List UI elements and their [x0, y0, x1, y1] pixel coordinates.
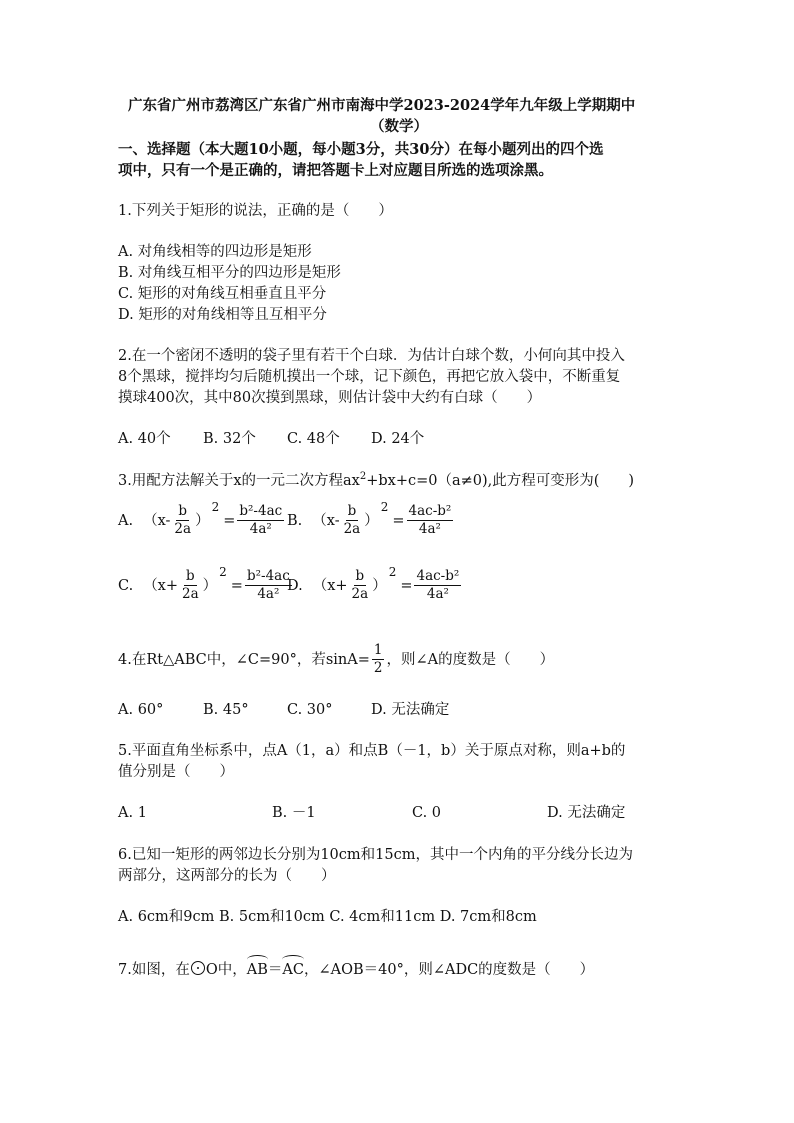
question-2-option-b: B. 32个 [203, 431, 256, 447]
numerator: 4ac-b² [408, 503, 452, 519]
option-label: C. [118, 577, 134, 594]
question-3-option-c [118, 564, 294, 603]
question-7-stem-before: 7.如图，在 [118, 962, 190, 978]
paren-close: ） [372, 577, 387, 594]
paren-close: ） [195, 512, 210, 529]
question-1-option-c: C. 矩形的对角线互相垂直且平分 [118, 286, 327, 302]
square-exponent: 2 [380, 499, 389, 514]
question-5-option-b: B. －1 [272, 805, 316, 821]
question-4-stem [118, 642, 554, 677]
option-label: A. [118, 512, 134, 529]
question-4-option-a: A. 60° [118, 702, 164, 718]
fraction-b-over-2a [350, 568, 371, 603]
denominator: 4a² [249, 521, 272, 537]
question-4-option-d: D. 无法确定 [371, 702, 450, 718]
question-3-option-b [287, 499, 455, 538]
paren-open: （x- [312, 512, 340, 529]
numerator: b [355, 568, 365, 584]
fraction-b-over-2a [342, 503, 363, 538]
question-3-stem [118, 471, 634, 491]
numerator: b²-4ac [239, 503, 283, 519]
question-3-exponent: 2 [359, 471, 367, 483]
numerator: b [178, 503, 188, 519]
question-2-option-d: D. 24个 [371, 431, 425, 447]
question-1-option-a: A. 对角线相等的四边形是矩形 [118, 244, 312, 260]
section-instructions-line2: 项中，只有一个是正确的，请把答题卡上对应题目所选的选项涂黑。 [118, 162, 553, 179]
square-exponent: 2 [219, 564, 227, 579]
paren-close: ） [202, 577, 218, 594]
paren-open: （x+ [312, 577, 348, 594]
square-exponent: 2 [211, 499, 220, 514]
question-2-option-c: C. 48个 [287, 431, 340, 447]
page-title: 广东省广州市荔湾区广东省广州市南海中学2023-2024学年九年级上学期期中 [128, 97, 636, 114]
paren-open: （x+ [143, 577, 179, 594]
denominator: 4a² [257, 586, 280, 602]
question-5-stem-line2: 值分别是（ ） [118, 764, 234, 780]
question-3-option-d [287, 564, 463, 603]
fraction-rhs [237, 503, 284, 538]
question-1-stem: 1.下列关于矩形的说法，正确的是（ ） [118, 203, 393, 219]
paren-close: ） [364, 512, 379, 529]
square-exponent: 2 [388, 564, 397, 579]
fraction-rhs [414, 568, 461, 603]
equals: = [400, 577, 413, 594]
question-2-option-a: A. 40个 [118, 431, 171, 447]
question-7-stem-after: ，∠AOB＝40°，则∠ADC的度数是（ ） [303, 962, 595, 978]
fraction-one-half [372, 642, 385, 677]
numerator: 1 [373, 642, 383, 658]
question-3-stem-after: +bx+c=0（a≠0),此方程可变形为( ) [366, 473, 635, 489]
question-5-stem-line1: 5.平面直角坐标系中，点A（1，a）和点B（－1，b）关于原点对称，则a+b的 [118, 743, 626, 759]
question-1-option-b: B. 对角线互相平分的四边形是矩形 [118, 265, 341, 281]
option-label: D. [287, 577, 303, 594]
question-4-option-b: B. 45° [203, 702, 249, 718]
denominator: 2a [343, 521, 361, 537]
question-5-option-a: A. 1 [118, 805, 147, 821]
paren-open: （x- [143, 512, 171, 529]
question-5-option-d: D. 无法确定 [547, 805, 626, 821]
question-5-option-c: C. 0 [412, 805, 442, 821]
denominator: 4a² [426, 586, 449, 602]
question-2-stem-line2: 8个黑球，搅拌均匀后随机摸出一个球，记下颜色，再把它放入袋中，不断重复 [118, 369, 621, 385]
question-1-option-d: D. 矩形的对角线相等且互相平分 [118, 307, 327, 323]
page-subtitle: （数学） [370, 118, 428, 135]
question-3-stem-before: 3.用配方法解关于x的一元二次方程ax [118, 473, 360, 489]
arc-equals: ＝ [267, 962, 283, 978]
question-7-circle-label: O中， [205, 962, 247, 978]
numerator: b [186, 568, 195, 584]
section-instructions-line1: 一、选择题（本大题10小题，每小题3分，共30分）在每小题列出的四个选 [118, 141, 604, 158]
question-2-stem-line3: 摸球400次，其中80次摸到黑球，则估计袋中大约有白球（ ） [118, 390, 542, 406]
question-2-stem-line1: 2.在一个密闭不透明的袋子里有若干个白球．为估计白球个数，小何向其中投入 [118, 348, 625, 364]
numerator: 4ac-b² [416, 568, 460, 584]
denominator: 4a² [418, 521, 441, 537]
equals: = [223, 512, 236, 529]
option-label: B. [287, 512, 303, 529]
equals: = [230, 577, 243, 594]
numerator: b²-4ac [246, 568, 290, 584]
arc-ab: AB [246, 962, 268, 978]
numerator: b [347, 503, 357, 519]
denominator: 2a [351, 586, 369, 602]
question-4-stem-after: ，则∠A的度数是（ ） [386, 651, 555, 668]
denominator: 2a [182, 586, 199, 602]
denominator: 2a [174, 521, 192, 537]
question-6-stem-line2: 两部分，这两部分的长为（ ） [118, 868, 336, 884]
question-6-stem-line1: 6.已知一矩形的两邻边长分别为10cm和15cm，其中一个内角的平分线分长边为 [118, 847, 633, 863]
fraction-b-over-2a [172, 503, 193, 538]
equals: = [392, 512, 405, 529]
denominator: 2 [373, 660, 383, 676]
question-6-options: A. 6cm和9cm B. 5cm和10cm C. 4cm和11cm D. 7cm和8cm [118, 909, 537, 925]
fraction-b-over-2a [180, 568, 201, 603]
fraction-rhs [245, 568, 292, 603]
question-4-stem-before: 4.在Rt△ABC中，∠C=90°，若sinA= [118, 651, 370, 668]
circle-symbol-icon [191, 961, 205, 975]
question-3-option-a [118, 499, 286, 538]
arc-ac: AC [282, 962, 304, 978]
question-7-stem [118, 960, 594, 980]
fraction-rhs [407, 503, 454, 538]
question-4-option-c: C. 30° [287, 702, 333, 718]
